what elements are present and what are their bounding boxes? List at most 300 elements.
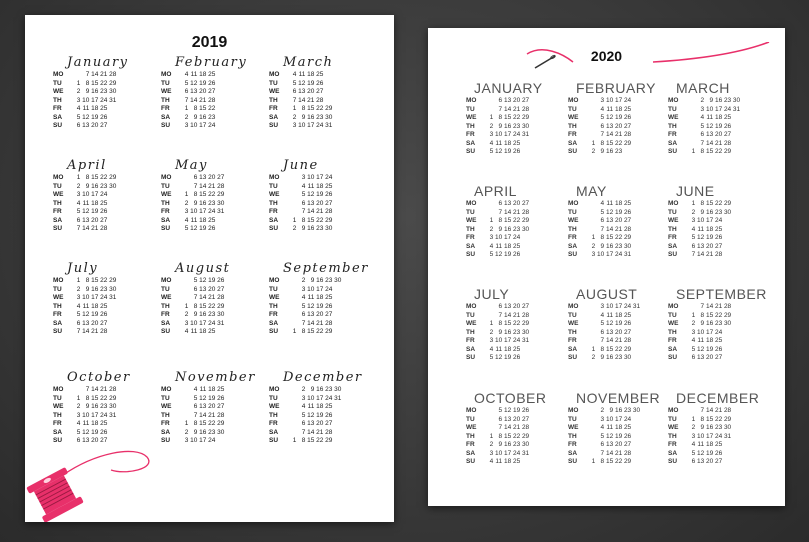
day-number: 29	[109, 79, 117, 87]
weekday-label: FR	[668, 441, 677, 448]
day-number: 31	[217, 319, 225, 327]
weekday-label: TU	[668, 311, 677, 319]
day-number: 9	[498, 225, 503, 233]
weekday-label: FR	[466, 131, 475, 138]
day-number: 23	[208, 113, 216, 121]
day-number	[289, 412, 296, 421]
day-number: 11	[190, 216, 198, 224]
day-number: 28	[109, 71, 117, 78]
day-number	[217, 114, 224, 123]
day-number	[289, 294, 296, 303]
day-number: 4	[489, 242, 494, 250]
day-table	[161, 386, 226, 446]
day-number: 9	[498, 122, 503, 130]
week-row	[668, 97, 742, 106]
weekday-label: SU	[53, 437, 63, 444]
weekday-label: SU	[568, 251, 578, 258]
day-number	[688, 123, 695, 132]
day-number: 22	[208, 191, 216, 198]
day-number: 6	[691, 458, 696, 465]
day-number: 16	[605, 148, 614, 155]
weekday-label: FR	[668, 234, 677, 241]
weekday-label: SU	[161, 437, 171, 444]
day-number: 9	[85, 285, 90, 293]
day-number: 8	[301, 105, 306, 112]
day-number	[588, 209, 595, 218]
day-number: 7	[301, 208, 306, 215]
week-row	[161, 311, 226, 320]
day-number: 1	[489, 217, 494, 224]
day-number: 16	[705, 208, 714, 216]
day-number: 30	[334, 386, 342, 393]
day-table	[269, 174, 334, 234]
day-number: 13	[605, 217, 614, 224]
day-number: 19	[705, 345, 714, 353]
day-number	[289, 191, 296, 200]
day-number: 14	[503, 208, 512, 216]
month-name: February	[175, 55, 248, 70]
day-number: 24	[208, 319, 216, 327]
day-number: 9	[85, 88, 90, 95]
day-number: 11	[495, 242, 503, 250]
day-number: 6	[292, 88, 297, 95]
day-table	[466, 303, 531, 363]
day-number: 14	[190, 96, 198, 104]
week-row	[466, 354, 531, 363]
day-number: 20	[208, 174, 216, 181]
day-number	[633, 312, 640, 321]
day-number: 21	[714, 407, 723, 414]
week-row	[668, 303, 733, 312]
month-name: MAY	[576, 183, 607, 199]
day-number: 12	[705, 122, 714, 130]
day-number: 1	[292, 437, 297, 444]
week-row	[269, 328, 343, 337]
day-number: 6	[498, 303, 503, 310]
day-number: 2	[591, 354, 596, 361]
day-number: 25	[623, 200, 632, 207]
day-number: 31	[521, 131, 530, 138]
day-number: 18	[705, 225, 714, 233]
week-row	[668, 148, 742, 157]
week-row	[668, 424, 733, 433]
day-number: 25	[623, 105, 632, 113]
day-number: 7	[600, 449, 605, 457]
day-number: 17	[705, 217, 714, 224]
weekday-label: MO	[568, 200, 579, 207]
week-row	[668, 450, 733, 459]
day-number: 11	[307, 294, 315, 301]
week-row	[568, 226, 633, 235]
day-number: 4	[600, 311, 605, 319]
day-number: 11	[307, 403, 315, 410]
weekday-label: SU	[668, 458, 678, 465]
weekday-label: WE	[161, 88, 172, 95]
day-number: 10	[190, 208, 198, 215]
week-row	[668, 441, 733, 450]
day-number: 17	[705, 432, 714, 440]
day-number: 29	[217, 191, 225, 198]
weekday-label: TU	[53, 285, 62, 293]
day-number: 7	[292, 96, 297, 104]
day-number: 10	[190, 122, 198, 129]
day-number: 14	[199, 294, 207, 301]
weekday-label: TU	[466, 311, 475, 319]
day-number	[109, 328, 116, 337]
day-number: 22	[714, 200, 723, 207]
day-number: 24	[714, 217, 723, 224]
week-row	[568, 140, 633, 149]
day-number	[522, 148, 529, 157]
day-number	[588, 97, 595, 106]
day-number: 25	[325, 294, 333, 301]
day-number: 25	[714, 225, 723, 233]
day-number: 7	[85, 386, 90, 393]
week-row	[53, 97, 118, 106]
day-number: 6	[600, 441, 605, 448]
week-row	[668, 458, 733, 467]
day-number: 29	[521, 320, 530, 327]
week-row	[568, 407, 642, 416]
weekday-label: TH	[269, 302, 278, 310]
day-number	[688, 140, 695, 149]
day-number	[334, 420, 341, 429]
day-number: 3	[489, 234, 494, 241]
day-number: 5	[76, 428, 81, 436]
day-number: 10	[494, 337, 503, 344]
week-row	[53, 412, 118, 421]
day-table	[53, 71, 118, 131]
day-number: 17	[199, 122, 207, 129]
day-number: 20	[512, 303, 521, 310]
month-name: September	[283, 261, 369, 276]
day-number	[334, 286, 341, 295]
month-name: December	[283, 370, 363, 385]
week-row	[466, 234, 531, 243]
day-number: 15	[199, 191, 207, 198]
day-number: 27	[521, 303, 530, 310]
weekday-label: SA	[161, 113, 171, 121]
day-number: 1	[591, 234, 596, 241]
day-number: 30	[623, 242, 632, 250]
day-number: 7	[700, 407, 705, 414]
day-number: 9	[700, 208, 705, 216]
day-number: 27	[521, 200, 530, 207]
day-number	[633, 433, 640, 442]
day-number: 24	[316, 122, 324, 129]
day-number: 7	[301, 319, 306, 327]
day-number: 28	[723, 407, 732, 414]
weekday-label: SA	[269, 319, 279, 327]
day-number: 26	[208, 225, 216, 232]
day-number: 6	[193, 285, 198, 293]
weekday-label: MO	[568, 303, 579, 310]
day-number: 3	[691, 432, 696, 440]
day-number	[486, 416, 493, 425]
weekday-label: WE	[161, 403, 172, 410]
day-number	[289, 386, 296, 395]
day-number: 20	[316, 311, 324, 318]
day-number: 22	[714, 311, 723, 319]
day-number: 22	[316, 328, 324, 335]
day-number: 22	[100, 79, 108, 87]
day-number: 21	[316, 319, 324, 327]
day-number: 24	[208, 208, 216, 215]
day-number: 22	[208, 302, 216, 310]
weekday-label: MO	[668, 303, 679, 310]
day-number: 20	[614, 441, 623, 448]
day-number: 13	[503, 415, 512, 423]
day-number: 14	[705, 139, 714, 147]
week-row	[161, 429, 226, 438]
day-number	[588, 131, 595, 140]
day-number: 25	[100, 302, 108, 310]
week-row	[568, 458, 642, 467]
day-number	[588, 226, 595, 235]
week-row	[568, 433, 642, 442]
day-number: 23	[714, 424, 723, 431]
day-number: 13	[82, 437, 90, 444]
day-number: 1	[76, 79, 81, 87]
day-number	[325, 80, 332, 89]
day-table	[668, 407, 733, 467]
day-number	[733, 114, 740, 123]
day-number: 13	[82, 216, 90, 224]
day-number: 25	[723, 114, 732, 121]
day-number	[522, 251, 529, 260]
day-number: 20	[512, 415, 521, 423]
day-number: 20	[91, 437, 99, 444]
day-number: 24	[623, 415, 632, 423]
day-number: 7	[76, 225, 81, 232]
month-name: October	[67, 370, 131, 385]
weekday-label: TH	[53, 199, 62, 207]
day-number: 12	[82, 208, 90, 215]
day-number	[325, 71, 332, 80]
day-number: 15	[307, 328, 315, 335]
month-name: FEBRUARY	[576, 80, 656, 96]
day-number: 28	[100, 328, 108, 335]
weekday-label: FR	[269, 311, 278, 318]
day-number: 3	[489, 131, 494, 138]
weekday-label: FR	[269, 208, 278, 215]
week-row	[161, 80, 226, 89]
weekday-label: WE	[466, 320, 477, 327]
day-number: 25	[316, 71, 324, 78]
day-number: 17	[307, 122, 315, 129]
week-row	[53, 80, 118, 89]
day-number: 29	[623, 458, 632, 465]
day-number: 8	[700, 148, 705, 155]
day-number: 31	[109, 96, 117, 104]
day-number: 5	[76, 113, 81, 121]
weekday-label: SA	[466, 139, 476, 147]
day-number: 12	[82, 311, 90, 318]
weekday-label: MO	[466, 303, 477, 310]
day-number	[522, 234, 529, 243]
day-number: 18	[199, 328, 207, 335]
day-number: 11	[82, 302, 90, 310]
day-number: 21	[316, 208, 324, 215]
day-number: 2	[489, 225, 494, 233]
week-row	[568, 243, 633, 252]
year-title: 2019	[191, 34, 228, 51]
day-number: 15	[503, 432, 512, 440]
weekday-label: TU	[466, 415, 475, 423]
day-number: 8	[600, 234, 605, 241]
week-row	[568, 450, 642, 459]
day-number	[522, 354, 529, 363]
week-row	[53, 208, 118, 217]
day-number: 24	[614, 251, 623, 258]
weekday-label: TH	[161, 302, 170, 310]
day-number	[633, 441, 640, 450]
day-number	[724, 329, 731, 338]
day-number: 15	[91, 394, 99, 402]
day-number	[733, 148, 740, 157]
week-row	[668, 114, 742, 123]
day-number: 4	[489, 458, 494, 465]
week-row	[269, 437, 343, 446]
day-number: 6	[76, 437, 81, 444]
day-number: 16	[503, 225, 512, 233]
day-number	[325, 97, 332, 106]
day-number: 22	[614, 345, 623, 353]
day-number: 27	[217, 174, 225, 181]
day-number: 10	[494, 449, 503, 457]
weekday-label: WE	[568, 320, 579, 327]
day-number: 24	[714, 432, 723, 440]
day-number: 23	[208, 311, 216, 318]
week-row	[269, 311, 343, 320]
day-number: 28	[623, 225, 632, 233]
day-number: 23	[512, 441, 521, 448]
day-number: 6	[193, 174, 198, 181]
day-number: 10	[696, 217, 705, 224]
day-number	[633, 320, 640, 329]
day-number: 8	[193, 302, 198, 310]
day-number: 22	[614, 458, 623, 465]
day-number: 5	[193, 394, 198, 402]
day-number	[633, 450, 640, 459]
weekday-label: SA	[466, 449, 476, 457]
day-number: 24	[623, 97, 632, 104]
week-row	[568, 200, 633, 209]
day-number: 5	[489, 251, 494, 258]
day-number: 23	[512, 122, 521, 130]
day-number: 14	[298, 96, 306, 104]
day-number: 20	[91, 122, 99, 129]
day-number: 21	[208, 182, 216, 190]
weekday-label: TU	[269, 79, 278, 87]
day-number: 5	[600, 208, 605, 216]
weekday-label: FR	[568, 131, 577, 138]
day-number	[109, 311, 116, 320]
weekday-label: FR	[161, 311, 170, 318]
day-number: 19	[614, 320, 623, 327]
day-number: 16	[503, 441, 512, 448]
week-row	[53, 183, 118, 192]
day-number: 25	[512, 242, 521, 250]
day-number: 26	[100, 113, 108, 121]
day-number: 10	[190, 437, 198, 444]
day-number: 8	[193, 420, 198, 427]
day-number	[588, 424, 595, 433]
weekday-label: TH	[466, 122, 475, 130]
week-row	[161, 200, 226, 209]
day-number: 21	[208, 411, 216, 419]
day-number	[109, 225, 116, 234]
day-number: 3	[184, 437, 189, 444]
day-number: 10	[307, 394, 315, 402]
day-number: 14	[199, 182, 207, 190]
day-number: 21	[614, 131, 623, 138]
weekday-label: SU	[466, 458, 476, 465]
day-number: 21	[705, 251, 714, 258]
day-number: 15	[307, 105, 315, 112]
weekday-label: MO	[161, 277, 172, 284]
day-number	[633, 337, 640, 346]
weekday-label: TH	[53, 96, 62, 104]
day-number: 12	[307, 302, 315, 310]
day-number	[724, 243, 731, 252]
day-number: 4	[691, 337, 696, 344]
day-table	[161, 71, 226, 131]
day-number: 21	[614, 225, 623, 233]
day-number: 30	[732, 97, 741, 104]
day-number	[633, 424, 640, 433]
weekday-label: TU	[161, 394, 170, 402]
week-row	[466, 320, 531, 329]
day-number	[486, 312, 493, 321]
day-number: 24	[100, 411, 108, 419]
day-number	[109, 217, 116, 226]
weekday-label: TU	[668, 208, 677, 216]
day-number	[588, 217, 595, 226]
weekday-label: TU	[466, 208, 475, 216]
day-table	[466, 97, 531, 157]
day-number: 17	[614, 303, 623, 310]
day-number: 9	[700, 320, 705, 327]
day-number	[109, 303, 116, 312]
weekday-label: TH	[568, 225, 577, 233]
day-number: 19	[705, 449, 714, 457]
week-row	[161, 225, 226, 234]
day-number: 5	[691, 345, 696, 353]
weekday-label: TH	[161, 96, 170, 104]
day-number	[181, 183, 188, 192]
month-name: July	[67, 261, 99, 276]
day-number: 4	[292, 71, 297, 78]
day-number: 10	[307, 174, 315, 181]
day-number	[181, 277, 188, 286]
week-row	[269, 429, 343, 438]
day-number: 18	[316, 294, 324, 301]
day-number: 2	[591, 242, 596, 250]
day-number: 26	[714, 449, 723, 457]
day-number: 14	[503, 105, 512, 113]
day-number: 31	[632, 303, 641, 310]
day-number: 9	[301, 113, 306, 121]
day-table	[269, 386, 343, 446]
weekday-label: WE	[269, 88, 280, 95]
day-number: 16	[705, 320, 714, 327]
day-number: 12	[199, 277, 207, 284]
weekday-label: TU	[269, 394, 278, 402]
day-number: 18	[503, 458, 512, 465]
day-number: 9	[193, 199, 198, 207]
weekday-label: TH	[668, 328, 677, 336]
